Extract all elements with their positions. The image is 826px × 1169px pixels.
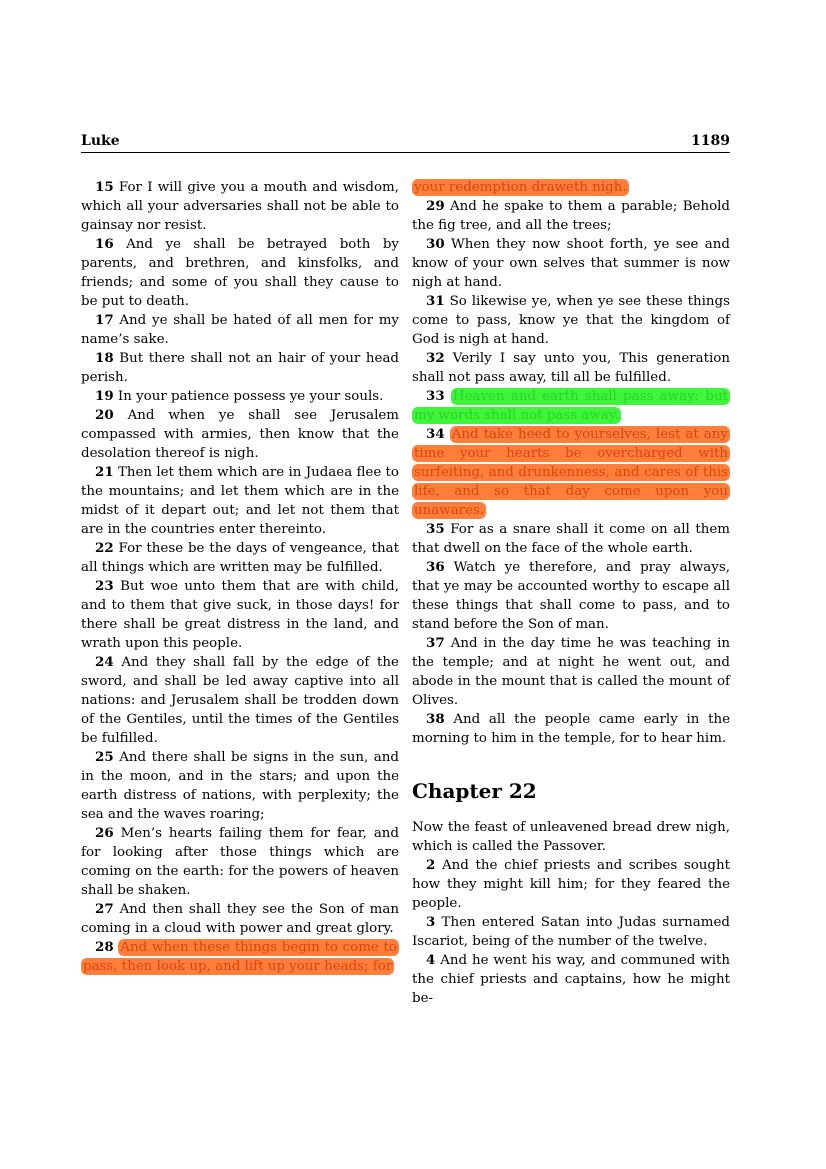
verse-17: 17 And ye shall be hated of all men for my name’s sake. [81,312,399,347]
highlight-orange: And take heed to yourselves, lest at any time your hearts be overcharged with surfeiting, and drunkenness, and cares of this life, and so that day come upon you unawares. [414,427,728,518]
page-number: 1189 [691,133,730,149]
verse-31: 31 So likewise ye, when ye see these things come to pass, know ye that the kingdom of God is nigh at hand. [412,293,730,347]
verse-21: 21 Then let them which are in Judaea flee to the mountains; and let them which are in the midst of it depart out; and let not them that are in the countries enter thereinto. [81,464,399,537]
left-column [81,178,399,976]
verse-28: 28 And when these things begin to come to pass, then look up, and lift up your heads; for [83,939,397,974]
verse-15: 15 For I will give you a mouth and wisdom, which all your adversaries shall not be able to gainsay nor resist. [81,179,399,233]
verse-32: 32 Verily I say unto you, This generation shall not pass away, till all be fulfilled. [412,350,730,385]
verse-35: 35 For as a snare shall it come on all them that dwell on the face of the whole earth. [412,521,730,556]
highlight-orange: your redemption draweth nigh. [414,180,627,195]
verse-3: 3 Then entered Satan into Judas surnamed Iscariot, being of the number of the twelve. [412,914,730,949]
right-column [412,178,730,1008]
verse-27: 27 And then shall they see the Son of man coming in a cloud with power and great glory. [81,901,399,936]
verse-22: 22 For these be the days of vengeance, that all things which are written may be fulfilled. [81,540,400,575]
verse-34: 34 And take heed to yourselves, lest at any time your hearts be overcharged with surfeiting, and drunkenness, and cares of this life, and so that day come upon you unawares. [414,426,728,518]
verse-29: 29 And he spake to them a parable; Behold the fig tree, and all the trees; [412,198,731,233]
verse-25: 25 And there shall be signs in the sun, and in the moon, and in the stars; and upon the earth distress of nations, with perplexity; the sea and the waves roaring; [81,749,399,822]
verse-23: 23 But woe unto them that are with child, and to them that give suck, in those days! for there shall be great distress in the land, and wrath upon this people. [81,578,399,651]
running-header [81,132,730,153]
book-title: Luke [81,133,120,149]
highlight-orange: And when these things begin to come to pass, then look up, and lift up your heads; for [83,940,397,974]
verse-36: 36 Watch ye therefore, and pray always, that ye may be accounted worthy to escape all these things that shall come to pass, and to stand before the Son of man. [412,559,730,632]
verse-38: 38 And all the people came early in the morning to him in the temple, for to hear him. [412,711,730,746]
verse-18: 18 But there shall not an hair of your head perish. [81,350,399,385]
verse-37: 37 And in the day time he was teaching in the temple; and at night he went out, and abode in the mount that is called the mount of Olives. [412,635,731,708]
verse-2: 2 And the chief priests and scribes sought how they might kill him; for they feared the people. [412,857,730,911]
verse-26: 26 Men’s hearts failing them for fear, and for looking after those things which are coming on the earth: for the powers of heaven shall be shaken. [81,825,399,898]
verse-19: 19 In your patience possess ye your souls. [95,388,384,404]
chapter-heading: Chapter 22 [412,779,537,803]
highlight-green: Heaven and earth shall pass away: but my words shall not pass away. [414,389,728,423]
verse-24: 24 And they shall fall by the edge of the sword, and shall be led away captive into all nations: and Jerusalem shall be trodden down of the Gentiles, until the times of the Gentiles be fulfilled. [81,654,399,746]
verse-16: 16 And ye shall be betrayed both by parents, and brethren, and kinsfolks, and friends; and some of you shall they cause to be put to death. [81,236,399,309]
verse-30: 30 When they now shoot forth, ye see and know of your own selves that summer is now nigh at hand. [412,236,730,290]
verse-28-continuation [412,178,730,197]
verse-20: 20 And when ye shall see Jerusalem compassed with armies, then know that the desolation thereof is nigh. [81,407,399,461]
verse-1: Now the feast of unleavened bread drew nigh, which is called the Passover. [412,820,730,854]
verse-33: 33 Heaven and earth shall pass away: but my words shall not pass away. [414,388,728,423]
verse-4: 4 And he went his way, and communed with the chief priests and captains, how he might be- [412,952,730,1006]
